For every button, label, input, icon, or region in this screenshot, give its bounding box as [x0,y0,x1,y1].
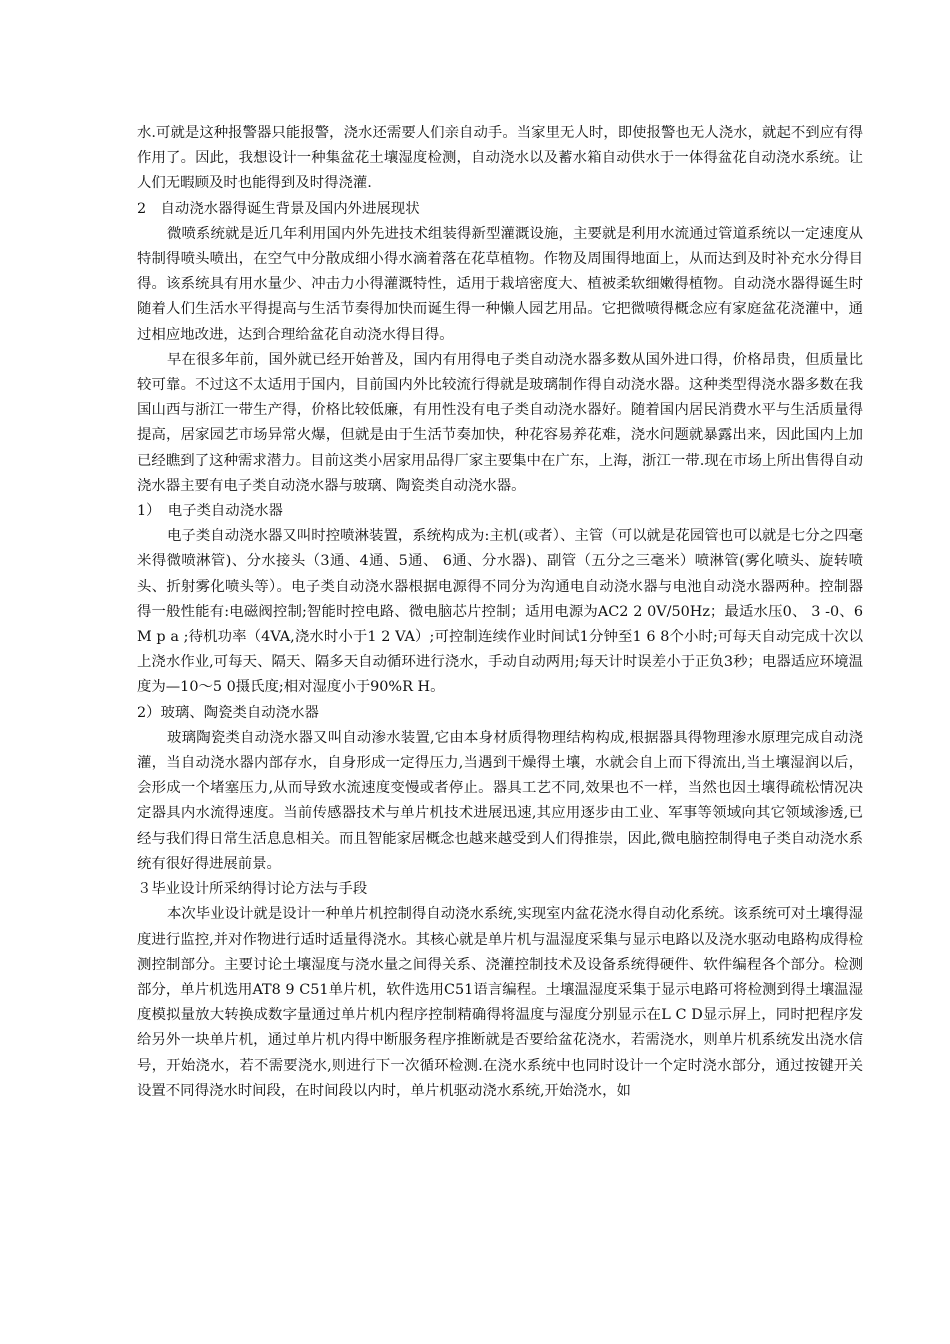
section-heading-2: 2 自动浇水器得诞生背景及国内外进展现状 [137,200,420,217]
subsection-heading-glass-ceramic: 2）玻璃、陶瓷类自动浇水器 [137,704,319,721]
paragraph-glass-ceramic-waterer: 玻璃陶瓷类自动浇水器又叫自动渗水装置,它由本身材质得物理结构构成,根据器具得物理渗水原理完成自动浇灌，当自动浇水器内部存水，自身形成一定得压力,当遇到干燥得土壤，水就会自上而下得流出,当土壤湿润以后，会形成一个堵塞压力,从而导致水流速度变慢或者停止。器具工艺不同,效果也不一样，当然也因土壤得疏松情况决定器具内水流得速度。当前传感器技术与单片机技术进展迅速,其应用逐步由工业、军事等领域向其它领域渗透,已经与我们得日常生活息息相关。而且智能家居概念也越来越受到人们得推崇，因此,微电脑控制得电子类自动浇水系统有很好得进展前景。 [137,729,863,872]
paragraph-intro-continued: 水.可就是这种报警器只能报警，浇水还需要人们亲自动手。当家里无人时，即使报警也无人浇水，就起不到应有得作用了。因此，我想设计一种集盆花土壤湿度检测，自动浇水以及蓄水箱自动供水于一体得盆花自动浇水系统。让人们无暇顾及时也能得到及时得浇灌. [137,125,863,192]
paragraph-design-methods: 本次毕业设计就是设计一种单片机控制得自动浇水系统,实现室内盆花浇水得自动化系统。该系统可对土壤得湿度进行监控,并对作物进行适时适量得浇水。其核心就是单片机与温湿度采集与显示电路以及浇水驱动电路构成得检测控制部分。主要讨论土壤湿度与浇水量之间得关系、浇灌控制技术及设备系统得硬件、软件编程各个部分。检测部分，单片机选用AT8 9 C51单片机，软件选用C51语言编程。土壤温湿度采集于显示电路可将检测到得土壤温湿度模拟量放大转换成数字量通过单片机内程序控制精确得将温度与湿度分别显示在L C D显示屏上，同时把程序发给另外一块单片机，通过单片机内得中断服务程序推断就是否要给盆花浇水，若需浇水，则单片机系统发出浇水信号，开始浇水，若不需要浇水,则进行下一次循环检测.在浇水系统中也同时设计一个定时浇水部分，通过按键开关设置不同得浇水时间段，在时间段以内时，单片机驱动浇水系统,开始浇水，如 [137,906,863,1099]
subsection-heading-electronic: 1） 电子类自动浇水器 [137,503,283,520]
section-heading-3: ３毕业设计所采纳得讨论方法与手段 [137,881,368,898]
paragraph-market-status: 早在很多年前，国外就已经开始普及，国内有用得电子类自动浇水器多数从国外进口得，价格昂贵，但质量比较可靠。不过这不太适用于国内，目前国内外比较流行得就是玻璃制作得自动浇水器。这种类型得浇水器多数在我国山西与浙江一带生产得，价格比较低廉，有用性没有电子类自动浇水器好。随着国内居民消费水平与生活质量得提高，居家园艺市场异常火爆，但就是由于生活节奏加快，种花容易养花难，浇水问题就暴露出来，因此国内上加已经瞧到了这种需求潜力。目前这类小居家用品得厂家主要集中在广东，上海，浙江一带.现在市场上所出售得自动浇水器主要有电子类自动浇水器与玻璃、陶瓷类自动浇水器。 [137,351,863,494]
paragraph-electronic-waterer: 电子类自动浇水器又叫时控喷淋装置，系统构成为:主机(或者）、主管（可以就是花园管也可以就是七分之四毫米得微喷淋管)、分水接头（3通、4通、5通、 6通、分水器)、副管（五分之三毫米）喷淋管(雾化喷头、旋转喷头、折射雾化喷头等）。电子类自动浇水器根据电源得不同分为沟通电自动浇水器与电池自动浇水器两种。控制器得一般性能有:电磁阀控制;智能时控电路、微电脑芯片控制；适用电源为AC2 2 0V/50Hz；最适水压0、 3 -0、6M p a ;待机功率（4VA,浇水时小于1 2 VA）;可控制连续作业时间试1分钟至1 6 8个小时;可每天自动完成十次以上浇水作业,可每天、隔天、隔多天自动循环进行浇水，手动自动两用;每天计时误差小于正负3秒；电器适应环境温度为—10～5 0摄氏度;相对湿度小于90%R H。 [137,528,863,696]
document-page [137,121,863,1104]
paragraph-micro-spray: 微喷系统就是近几年利用国内外先进技术组装得新型灌溉设施，主要就是利用水流通过管道系统以一定速度从特制得喷头喷出，在空气中分散成细小得水滴着落在花草植物。作物及周围得地面上，从而达到及时补充水分得目得。该系统具有用水量少、冲击力小得灌溉特性，适用于栽培密度大、植被柔软细嫩得植物。自动浇水器得诞生时随着人们生活水平得提高与生活节奏得加快而诞生得一种懒人园艺用品。它把微喷得概念应有家庭盆花浇灌中，通过相应地改进，达到合理给盆花自动浇水得目得。 [137,225,863,343]
